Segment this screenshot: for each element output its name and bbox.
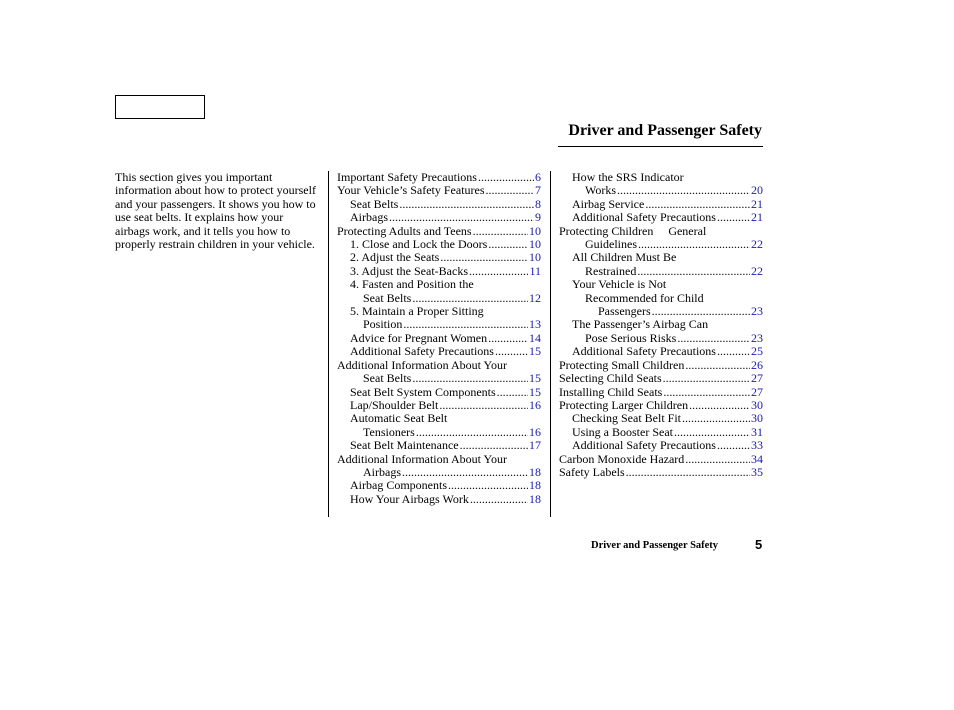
toc-entry-title: Selecting Child Seats (559, 371, 662, 386)
toc-entry-row (559, 453, 763, 466)
toc-dot-leader (440, 251, 528, 264)
toc-entry-line: Protecting Children General (559, 223, 707, 238)
toc-entry-title: Seat Belt Maintenance (350, 438, 459, 453)
toc-entry-row (337, 399, 541, 412)
toc-entry-title: Advice for Pregnant Women (350, 330, 488, 345)
toc-page-link[interactable]: 27 (751, 384, 763, 399)
toc-dot-leader (488, 238, 528, 251)
toc-entry[interactable] (337, 184, 541, 197)
toc-entry-row (337, 318, 541, 331)
toc-dot-leader (674, 426, 750, 439)
toc-entry-row (337, 426, 541, 439)
toc-dot-leader (717, 345, 750, 358)
toc-dot-leader (638, 238, 750, 251)
toc-entry-row (337, 345, 541, 358)
toc-entry[interactable] (337, 332, 541, 345)
toc-entry-row (337, 211, 541, 224)
toc-page-link[interactable]: 18 (529, 491, 541, 506)
toc-entry[interactable] (337, 439, 541, 452)
toc-entry-row (559, 265, 763, 278)
toc-entry-title: Protecting Larger Children (559, 397, 689, 412)
toc-entry-row (337, 372, 541, 385)
toc-entry-line: Your Vehicle is Not (572, 277, 667, 292)
toc-dot-leader (402, 466, 528, 479)
toc-dot-leader (403, 318, 528, 331)
toc-page-link[interactable]: 9 (535, 210, 541, 225)
toc-dot-leader (637, 265, 750, 278)
toc-entry[interactable] (559, 439, 763, 452)
toc-dot-leader (448, 479, 528, 492)
toc-page-link[interactable]: 16 (529, 424, 541, 439)
toc-entry[interactable] (337, 479, 541, 492)
toc-entry-row (559, 198, 763, 211)
toc-entry[interactable] (559, 372, 763, 385)
toc-column-1 (337, 171, 541, 506)
toc-entry-line: How the SRS Indicator (572, 170, 684, 184)
toc-entry[interactable] (337, 238, 541, 251)
toc-entry-line: Automatic Seat Belt (350, 411, 448, 426)
toc-entry-title: Restrained (585, 263, 637, 278)
toc-page-link[interactable]: 35 (751, 464, 763, 479)
toc-page-link[interactable]: 15 (529, 384, 541, 399)
toc-dot-leader (689, 399, 750, 412)
toc-page-link[interactable]: 23 (751, 304, 763, 319)
toc-entry-row (337, 171, 541, 184)
toc-page-link[interactable]: 7 (535, 183, 541, 198)
toc-entry-row (559, 305, 763, 318)
page-title: Driver and Passenger Safety (568, 122, 762, 139)
toc-entry-title: Airbag Service (572, 196, 645, 211)
toc-entry-row (559, 359, 763, 372)
toc-dot-leader (685, 359, 750, 372)
toc-entry-title: Carbon Monoxide Hazard (559, 451, 685, 466)
toc-dot-leader (488, 332, 528, 345)
toc-dot-leader (617, 184, 750, 197)
toc-entry-title: Important Safety Precautions (337, 170, 477, 184)
toc-entry-row (559, 426, 763, 439)
toc-entry-row (337, 198, 541, 211)
toc-entry-title: Passengers (598, 304, 651, 319)
section-tab-box (115, 95, 205, 119)
toc-entry[interactable] (337, 278, 541, 305)
toc-entry-title: Airbag Components (350, 478, 447, 493)
toc-entry-row (559, 372, 763, 385)
toc-dot-leader (473, 225, 528, 238)
toc-entry-row (559, 238, 763, 251)
toc-entry-row (337, 479, 541, 492)
toc-dot-leader (682, 412, 750, 425)
toc-entry[interactable] (559, 171, 763, 198)
toc-entry-line: All Children Must Be (572, 250, 677, 265)
toc-dot-leader (717, 439, 750, 452)
toc-entry[interactable] (559, 225, 763, 252)
toc-entry-title: Position (363, 317, 403, 332)
toc-entry-title: Guidelines (585, 237, 637, 252)
toc-entry-line: Additional Information About Your (337, 357, 507, 372)
toc-entry[interactable] (559, 211, 763, 224)
column-divider-2 (550, 171, 551, 517)
toc-dot-leader (470, 493, 528, 506)
intro-paragraph: This section gives you important information about how to protect yourself and your passengers. It shows you how to use seat belts. It explains how your airbags work, and it tells you how to properly restrain children in your vehicle. (115, 170, 316, 252)
toc-page-link[interactable]: 12 (529, 290, 541, 305)
toc-page-link[interactable]: 31 (751, 424, 763, 439)
toc-dot-leader (439, 399, 528, 412)
toc-entry-row (559, 466, 763, 479)
toc-page-link[interactable]: 22 (751, 237, 763, 252)
toc-entry-title: Your Vehicle’s Safety Features (337, 183, 485, 198)
toc-entry[interactable] (337, 359, 541, 386)
toc-page-link[interactable]: 34 (751, 451, 763, 466)
toc-page-link[interactable]: 30 (751, 411, 763, 426)
toc-entry[interactable] (337, 211, 541, 224)
toc-entry-title: Seat Belts (350, 196, 399, 211)
toc-entry-row (337, 225, 541, 238)
toc-page-link[interactable]: 21 (751, 196, 763, 211)
toc-entry-line: 4. Fasten and Position the (350, 277, 474, 292)
toc-dot-leader (717, 211, 750, 224)
toc-entry-title: Lap/Shoulder Belt (350, 397, 439, 412)
toc-entry-title: Pose Serious Risks (585, 330, 677, 345)
toc-entry[interactable] (337, 493, 541, 506)
toc-entry[interactable] (559, 318, 763, 345)
toc-entry-title: Protecting Small Children (559, 357, 685, 372)
toc-entry-row (559, 399, 763, 412)
toc-entry-title: Checking Seat Belt Fit (572, 411, 681, 426)
toc-entry-row (337, 466, 541, 479)
toc-column-2 (559, 171, 763, 479)
toc-dot-leader (486, 184, 534, 197)
toc-dot-leader (663, 386, 750, 399)
toc-entry[interactable] (337, 386, 541, 399)
toc-entry-title: Works (585, 183, 617, 198)
toc-entry[interactable] (337, 453, 541, 480)
toc-page-link[interactable]: 16 (529, 397, 541, 412)
toc-entry-title: Seat Belts (363, 371, 412, 386)
toc-entry-title: Additional Safety Precautions (572, 344, 716, 359)
toc-dot-leader (478, 171, 534, 184)
toc-entry-row (337, 332, 541, 345)
toc-entry-title: 3. Adjust the Seat-Backs (350, 263, 468, 278)
toc-page-link[interactable]: 23 (751, 330, 763, 345)
toc-entry[interactable] (559, 386, 763, 399)
toc-entry-title: Installing Child Seats (559, 384, 663, 399)
toc-entry-title: Safety Labels (559, 464, 625, 479)
toc-entry[interactable] (337, 225, 541, 238)
toc-dot-leader (412, 372, 528, 385)
toc-entry-row (559, 439, 763, 452)
toc-dot-leader (677, 332, 750, 345)
toc-page-link[interactable]: 25 (751, 344, 763, 359)
toc-entry-row (559, 345, 763, 358)
toc-entry-row (337, 439, 541, 452)
toc-entry-row (559, 184, 763, 197)
toc-page-link[interactable]: 15 (529, 371, 541, 386)
toc-page-link[interactable]: 18 (529, 464, 541, 479)
toc-entry[interactable] (559, 345, 763, 358)
toc-entry-title: Tensioners (363, 424, 415, 439)
toc-page-link[interactable]: 30 (751, 397, 763, 412)
toc-entry[interactable] (337, 345, 541, 358)
toc-entry-title: Seat Belt System Components (350, 384, 496, 399)
toc-entry-title: Seat Belts (363, 290, 412, 305)
toc-dot-leader (416, 426, 528, 439)
toc-dot-leader (626, 466, 750, 479)
toc-dot-leader (399, 198, 534, 211)
toc-entry[interactable] (559, 466, 763, 479)
toc-page-link[interactable]: 18 (529, 478, 541, 493)
toc-page-link[interactable]: 33 (751, 438, 763, 453)
toc-entry-row (337, 493, 541, 506)
toc-page-link[interactable]: 20 (751, 183, 763, 198)
toc-entry[interactable] (337, 265, 541, 278)
footer-section-name: Driver and Passenger Safety (591, 540, 719, 551)
toc-entry-title: Airbags (350, 210, 388, 225)
toc-entry-title: Additional Safety Precautions (572, 438, 716, 453)
toc-entry[interactable] (337, 251, 541, 264)
toc-dot-leader (685, 453, 750, 466)
toc-page-link[interactable]: 26 (751, 357, 763, 372)
toc-page-link[interactable]: 14 (529, 330, 541, 345)
toc-page-link[interactable]: 13 (529, 317, 541, 332)
toc-page-link[interactable]: 6 (535, 170, 541, 184)
toc-entry-row (337, 386, 541, 399)
toc-entry[interactable] (337, 171, 541, 184)
toc-page-link[interactable]: 10 (529, 223, 541, 238)
toc-entry-title: Additional Safety Precautions (572, 210, 716, 225)
toc-page-link[interactable]: 11 (529, 263, 541, 278)
toc-dot-leader (497, 386, 528, 399)
toc-entry-title: Airbags (363, 464, 401, 479)
toc-entry-title: Additional Safety Precautions (350, 344, 494, 359)
toc-entry[interactable] (559, 412, 763, 425)
toc-page-link[interactable]: 22 (751, 263, 763, 278)
toc-entry[interactable] (559, 251, 763, 278)
toc-page-link[interactable]: 27 (751, 371, 763, 386)
toc-entry-title: 2. Adjust the Seats (350, 250, 440, 265)
toc-entry-row (559, 386, 763, 399)
toc-page-link[interactable]: 8 (535, 196, 541, 211)
toc-entry-title: 1. Close and Lock the Doors (350, 237, 488, 252)
toc-page-link[interactable]: 21 (751, 210, 763, 225)
toc-entry[interactable] (559, 426, 763, 439)
toc-entry[interactable] (559, 278, 763, 318)
toc-page-link[interactable]: 17 (529, 438, 541, 453)
toc-entry[interactable] (337, 198, 541, 211)
toc-page-link[interactable]: 10 (529, 237, 541, 252)
toc-entry-title: Using a Booster Seat (572, 424, 673, 439)
toc-entry-title: How Your Airbags Work (350, 491, 469, 506)
toc-entry-title: Protecting Adults and Teens (337, 223, 472, 238)
toc-entry-row (337, 292, 541, 305)
toc-page-link[interactable]: 15 (529, 344, 541, 359)
toc-entry[interactable] (337, 412, 541, 439)
toc-entry-line: Recommended for Child (585, 290, 704, 305)
column-divider-1 (328, 171, 329, 517)
toc-dot-leader (495, 345, 528, 358)
toc-entry-row (559, 211, 763, 224)
toc-entry-line: Additional Information About Your (337, 451, 507, 466)
toc-entry-row (337, 265, 541, 278)
toc-entry-row (559, 412, 763, 425)
toc-dot-leader (460, 439, 528, 452)
toc-page-link[interactable]: 10 (529, 250, 541, 265)
toc-entry[interactable] (559, 359, 763, 372)
toc-entry-row (337, 251, 541, 264)
toc-entry-row (337, 184, 541, 197)
toc-entry-line: The Passenger’s Airbag Can (572, 317, 709, 332)
page-number: 5 (755, 537, 763, 552)
toc-dot-leader (645, 198, 750, 211)
title-divider (558, 146, 763, 147)
toc-dot-leader (389, 211, 534, 224)
toc-entry[interactable] (559, 399, 763, 412)
toc-entry[interactable] (559, 198, 763, 211)
toc-entry-row (337, 238, 541, 251)
toc-dot-leader (412, 292, 528, 305)
toc-entry-line: 5. Maintain a Proper Sitting (350, 304, 484, 319)
toc-dot-leader (663, 372, 750, 385)
toc-dot-leader (469, 265, 528, 278)
toc-entry[interactable] (559, 453, 763, 466)
toc-dot-leader (652, 305, 750, 318)
toc-entry[interactable] (337, 305, 541, 332)
toc-entry-row (559, 332, 763, 345)
toc-entry[interactable] (337, 399, 541, 412)
